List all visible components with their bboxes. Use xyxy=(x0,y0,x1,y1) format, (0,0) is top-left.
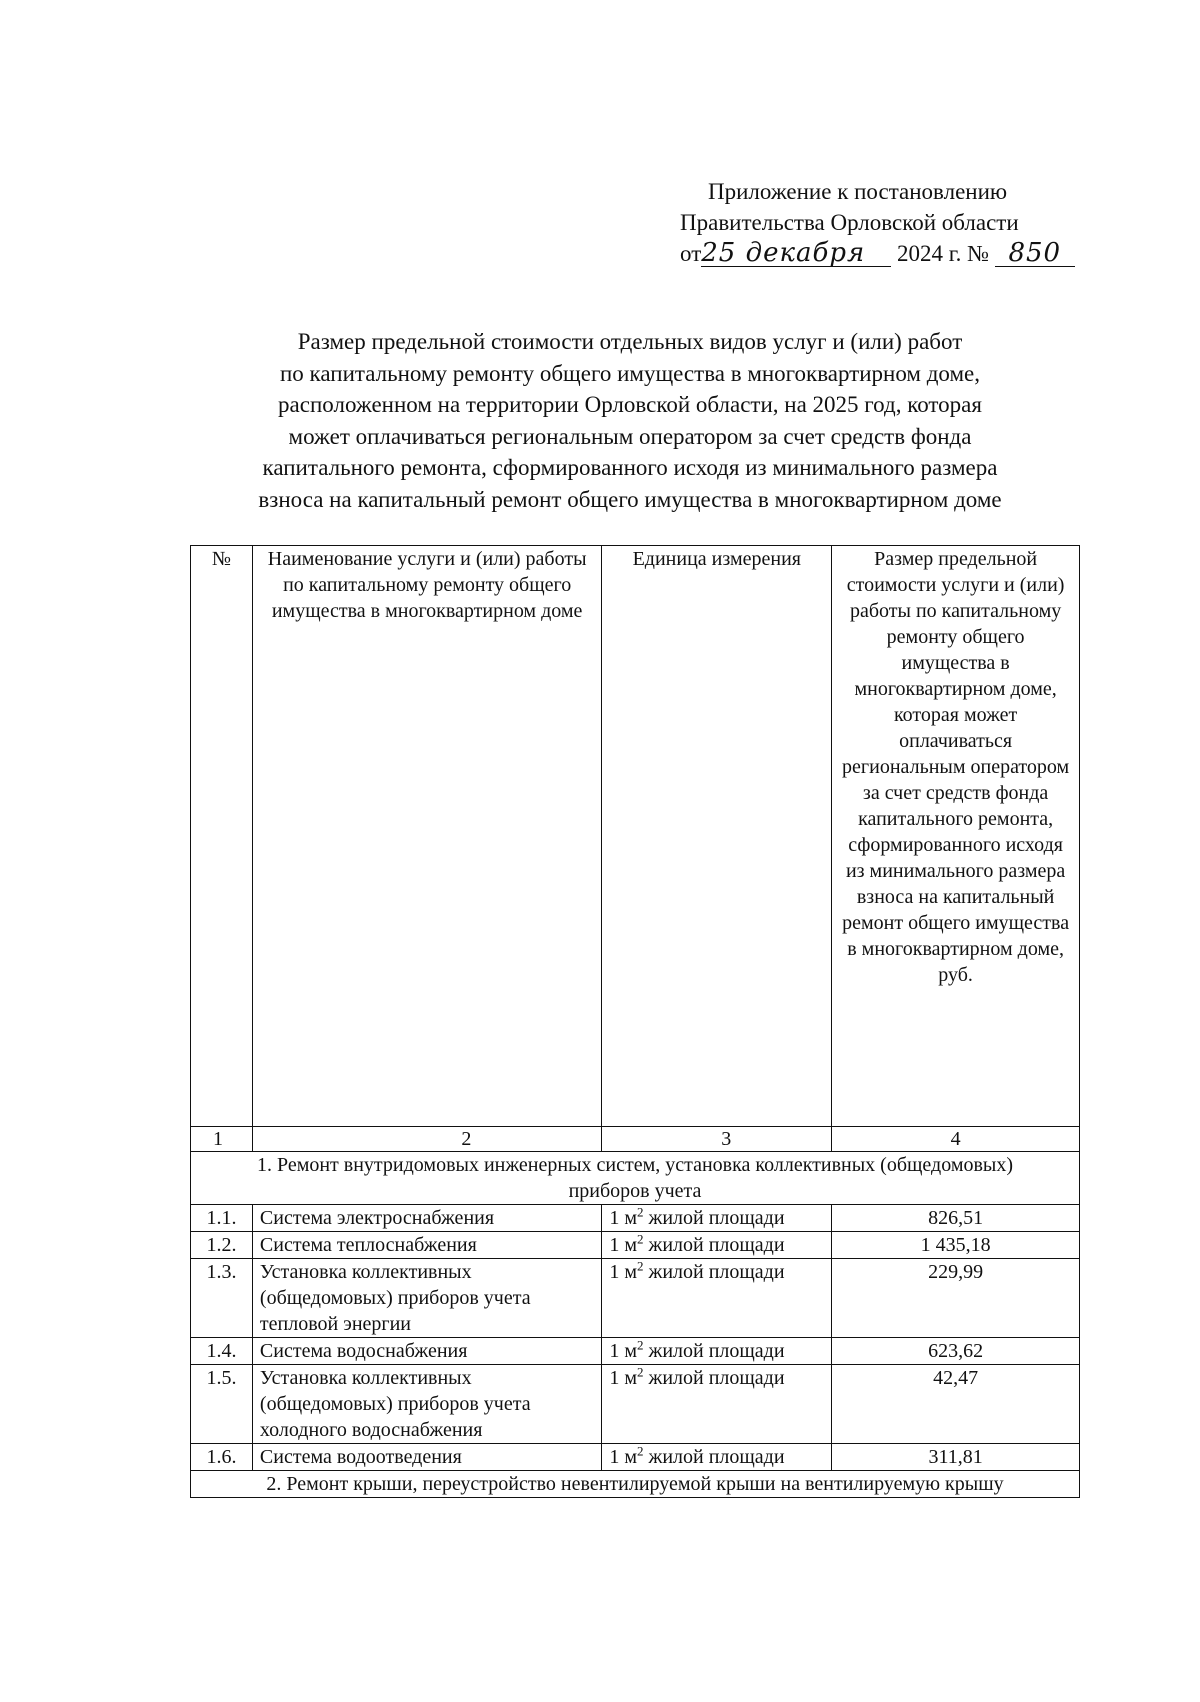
row-value: 623,62 xyxy=(832,1338,1080,1365)
table-row xyxy=(191,1338,1080,1365)
table-row xyxy=(191,1205,1080,1232)
header-unit: Единица измерения xyxy=(602,546,832,1127)
title-line: может оплачиваться региональным оператором за счет средств фонда xyxy=(288,423,972,449)
table-row xyxy=(191,1232,1080,1259)
row-unit xyxy=(602,1232,832,1259)
title-line: Размер предельной стоимости отдельных видов услуг и (или) работ xyxy=(297,329,963,354)
row-name: Установка коллективных (общедомовых) приборов учета холодного водоснабжения xyxy=(252,1365,601,1444)
row-number: 1.3. xyxy=(191,1259,253,1338)
row-number: 1.5. xyxy=(191,1365,253,1444)
row-value: 229,99 xyxy=(832,1259,1080,1338)
row-unit xyxy=(602,1205,832,1232)
price-table xyxy=(190,545,1080,1498)
column-number: 2 xyxy=(252,1127,601,1152)
row-name: Система водоотведения xyxy=(252,1444,601,1471)
appendix-line-2: Правительства Орловской области xyxy=(680,210,1019,235)
table-row xyxy=(191,1259,1080,1338)
section-title: 2. Ремонт крыши, переустройство невентилируемой крыши на вентилируемую крышу xyxy=(191,1471,1080,1498)
row-unit xyxy=(602,1259,832,1338)
row-value: 1 435,18 xyxy=(832,1232,1080,1259)
column-number: 4 xyxy=(832,1127,1080,1152)
header-name: Наименование услуги и (или) работы по капитальному ремонту общего имущества в многоквартирном доме xyxy=(252,546,601,1127)
row-value: 311,81 xyxy=(832,1444,1080,1471)
row-unit xyxy=(602,1365,832,1444)
unit-suffix: жилой площади xyxy=(643,1446,785,1468)
handwritten-number: 850 xyxy=(995,240,1075,267)
unit-prefix: 1 м xyxy=(609,1207,638,1229)
section-row xyxy=(191,1152,1080,1205)
appendix-year: 2024 г. № xyxy=(897,241,990,266)
row-number: 1.2. xyxy=(191,1232,253,1259)
appendix-line-3 xyxy=(680,238,1120,269)
unit-superscript: 2 xyxy=(637,1443,644,1459)
handwritten-date: 25 декабря xyxy=(701,240,891,267)
row-value: 826,51 xyxy=(832,1205,1080,1232)
unit-suffix: жилой площади xyxy=(643,1261,785,1283)
unit-prefix: 1 м xyxy=(609,1340,638,1362)
header-number: № xyxy=(191,546,253,1127)
title-line: расположенном на территории Орловской области, на 2025 год, которая xyxy=(278,392,982,417)
document-title xyxy=(190,326,1070,515)
unit-suffix: жилой площади xyxy=(643,1234,785,1256)
appendix-block xyxy=(680,176,1120,269)
unit-prefix: 1 м xyxy=(609,1367,638,1389)
unit-suffix: жилой площади xyxy=(643,1340,785,1362)
column-numbers-row xyxy=(191,1127,1080,1152)
row-name: Установка коллективных (общедомовых) приборов учета тепловой энергии xyxy=(252,1259,601,1338)
title-line: по капитальному ремонту общего имущества в многоквартирном доме, xyxy=(279,360,980,386)
row-name: Система электроснабжения xyxy=(252,1205,601,1232)
section-row xyxy=(191,1471,1080,1498)
unit-prefix: 1 м xyxy=(609,1234,638,1256)
unit-suffix: жилой площади xyxy=(643,1367,785,1389)
title-line: взноса на капитальный ремонт общего имущества в многоквартирном доме xyxy=(258,486,1002,512)
table-row xyxy=(191,1365,1080,1444)
unit-superscript: 2 xyxy=(637,1231,644,1247)
row-unit xyxy=(602,1444,832,1471)
column-number: 3 xyxy=(602,1127,832,1152)
row-unit xyxy=(602,1338,832,1365)
row-value: 42,47 xyxy=(832,1365,1080,1444)
unit-superscript: 2 xyxy=(637,1204,644,1220)
table-row xyxy=(191,1444,1080,1471)
row-name: Система теплоснабжения xyxy=(252,1232,601,1259)
title-line: капитального ремонта, сформированного исходя из минимального размера xyxy=(262,455,998,480)
row-number: 1.1. xyxy=(191,1205,253,1232)
unit-prefix: 1 м xyxy=(609,1446,638,1468)
unit-superscript: 2 xyxy=(637,1364,644,1380)
row-name: Система водоснабжения xyxy=(252,1338,601,1365)
column-number: 1 xyxy=(191,1127,253,1152)
header-price: Размер предельной стоимости услуги и (или) работы по капитальному ремонту общего имущества в многоквартирном доме, которая может оплачиваться региональным оператором за счет средств фонда капитального ремонта, сформированного исходя из минимального размера взноса на капитальный ремонт общего имущества в многоквартирном доме, руб. xyxy=(832,546,1080,1127)
row-number: 1.6. xyxy=(191,1444,253,1471)
unit-superscript: 2 xyxy=(637,1258,644,1274)
table-header-row xyxy=(191,546,1080,1127)
section-title: 1. Ремонт внутридомовых инженерных систем, установка коллективных (общедомовых) приборов учета xyxy=(191,1152,1080,1205)
unit-suffix: жилой площади xyxy=(643,1207,785,1229)
appendix-line-1: Приложение к постановлению xyxy=(708,179,1008,204)
unit-prefix: 1 м xyxy=(609,1261,638,1283)
row-number: 1.4. xyxy=(191,1338,253,1365)
unit-superscript: 2 xyxy=(637,1337,644,1353)
appendix-prefix: от xyxy=(680,241,702,266)
